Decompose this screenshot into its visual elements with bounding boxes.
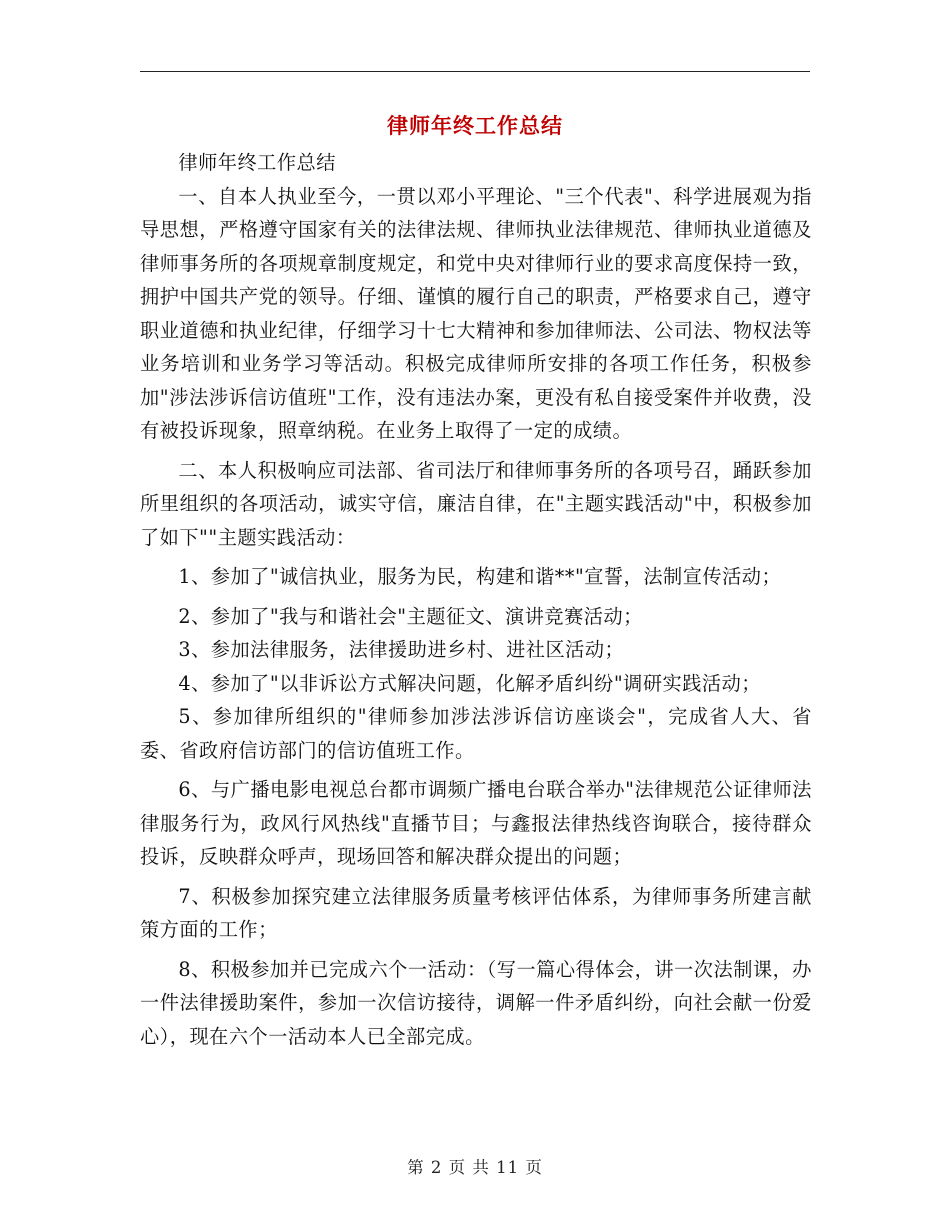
page-number: 第 2 页 共 11 页 xyxy=(407,1158,543,1177)
list-item-4: 4、参加了"以非诉讼方式解决问题，化解矛盾纠纷"调研实践活动； xyxy=(178,671,761,695)
header-rule xyxy=(140,71,810,72)
paragraph-section-2: 二、本人积极响应司法部、省司法厅和律师事务所的各项号召，踊跃参加所里组织的各项活动，诚实守信，廉洁自律，在"主题实践活动"中，积极参加了如下""主题实践活动： xyxy=(140,458,812,549)
list-item-5: 5、参加律所组织的"律师参加涉法涉诉信访座谈会"，完成省人大、省委、省政府信访部门的信访值班工作。 xyxy=(140,705,812,762)
list-item-6: 6、与广播电影电视总台都市调频广播电台联合举办"法律规范公证律师法律服务行为，政风行风热线"直播节目；与鑫报法律热线咨询联合，接待群众投诉，反映群众呼声，现场回答和解决群众提出的问题； xyxy=(140,778,812,868)
list-item-1: 1、参加了"诚信执业，服务为民，构建和谐**"宣誓，法制宣传活动； xyxy=(178,565,782,588)
paragraph-section-1: 一、自本人执业至今，一贯以邓小平理论、"三个代表"、科学进展观为指导思想，严格遵守国家有关的法律法规、律师执业法律规范、律师执业道德及律师事务所的各项规章制度规定，和党中央对律师行业的要求高度保持一致，拥护中国共产党的领导。仔细、谨慎的履行自己的职责，严格要求自己，遵守职业道德和执业纪律，仔细学习十七大精神和参加律师法、公司法、物权法等业务培训和业务学习等活动。积极完成律师所安排的各项工作任务，积极参加"涉法涉诉信访值班"工作，没有违法办案，更没有私自接受案件并收费，没有被投诉现象，照章纳税。在业务上取得了一定的成绩。 xyxy=(140,184,812,442)
list-item-2: 2、参加了"我与和谐社会"主题征文、演讲竞赛活动； xyxy=(178,604,643,628)
list-item-7: 7、积极参加探究建立法律服务质量考核评估体系，为律师事务所建言献策方面的工作； xyxy=(140,884,812,941)
paragraph-subtitle: 律师年终工作总结 xyxy=(178,151,336,174)
document-body xyxy=(140,146,812,1053)
list-item-8: 8、积极参加并已完成六个一活动：（写一篇心得体会，讲一次法制课，办一件法律援助案件，参加一次信访接待，调解一件矛盾纠纷，向社会献一份爱心），现在六个一活动本人已全部完成。 xyxy=(140,957,812,1048)
list-item-3: 3、参加法律服务，法律援助进乡村、进社区活动； xyxy=(178,638,625,661)
document-title: 律师年终工作总结 xyxy=(387,114,563,138)
